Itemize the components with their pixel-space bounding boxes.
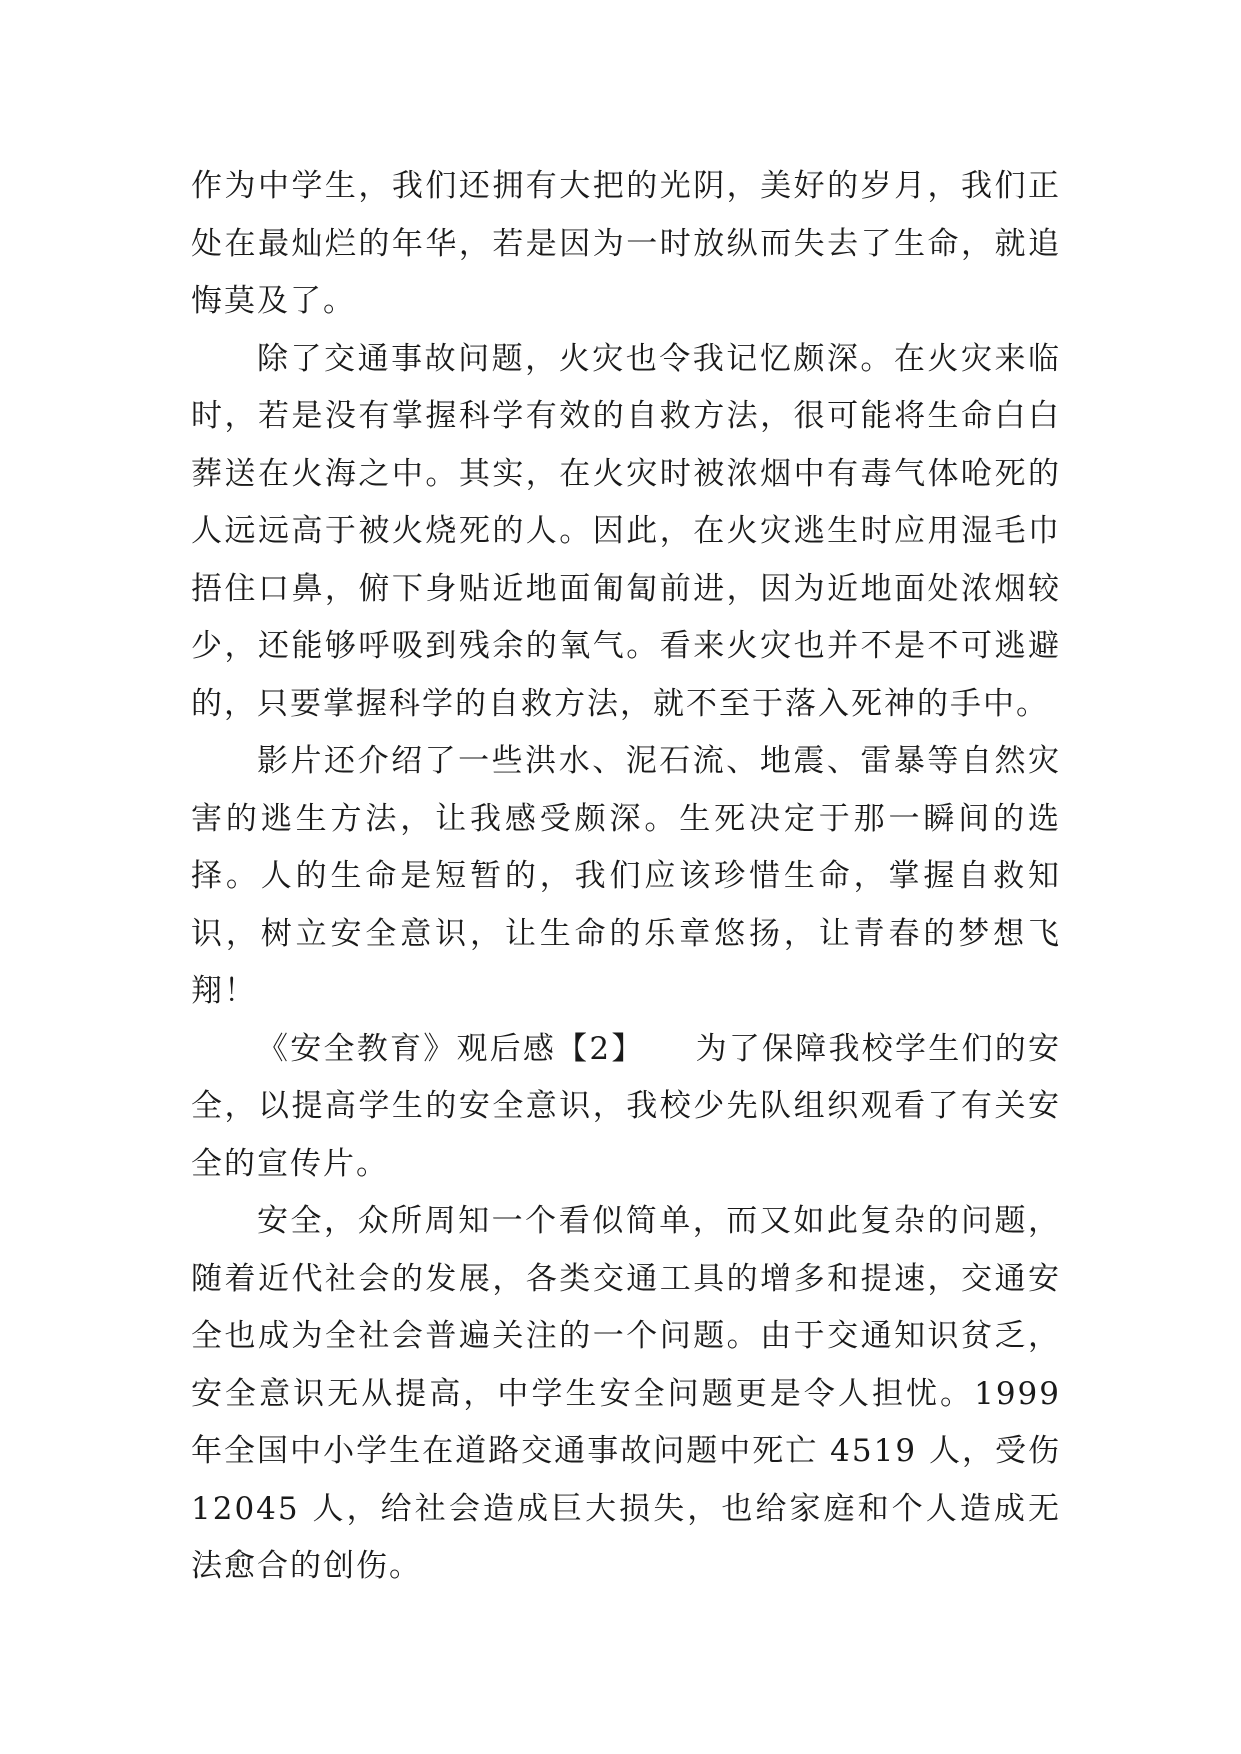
- paragraph-natural-disasters: 影片还介绍了一些洪水、泥石流、地震、雷暴等自然灾害的逃生方法，让我感受颇深。生死决定于那一瞬间的选择。人的生命是短暂的，我们应该珍惜生命，掌握自救知识，树立安全意识，让生命的乐章悠扬，让青春的梦想飞翔！: [191, 743, 1061, 1009]
- paragraph-essay-2-intro: 《安全教育》观后感【2】 为了保障我校学生们的安全，以提高学生的安全意识，我校少先队组织观看了有关安全的宣传片。: [191, 1030, 1061, 1182]
- paragraph-fire-safety: 除了交通事故问题，火灾也令我记忆颇深。在火灾来临时，若是没有掌握科学有效的自救方法，很可能将生命白白葬送在火海之中。其实，在火灾时被浓烟中有毒气体呛死的人远远高于被火烧死的人。因此，在火灾逃生时应用湿毛巾捂住口鼻，俯下身贴近地面匍匐前进，因为近地面处浓烟较少，还能够呼吸到残余的氧气。看来火灾也并不是不可逃避的，只要掌握科学的自救方法，就不至于落入死神的手中。: [191, 340, 1061, 722]
- paragraph-continuation: 作为中学生，我们还拥有大把的光阴，美好的岁月，我们正处在最灿烂的年华，若是因为一时放纵而失去了生命，就追悔莫及了。: [191, 168, 1061, 319]
- document-body: [191, 158, 1061, 1596]
- paragraph-traffic-safety: 安全，众所周知一个看似简单，而又如此复杂的问题，随着近代社会的发展，各类交通工具的增多和提速，交通安全也成为全社会普遍关注的一个问题。由于交通知识贫乏，安全意识无从提高，中学生安全问题更是令人担忧。1999 年全国中小学生在道路交通事故问题中死亡 4519 人，受伤12045 人，给社会造成巨大损失，也给家庭和个人造成无法愈合的创伤。: [191, 1203, 1061, 1584]
